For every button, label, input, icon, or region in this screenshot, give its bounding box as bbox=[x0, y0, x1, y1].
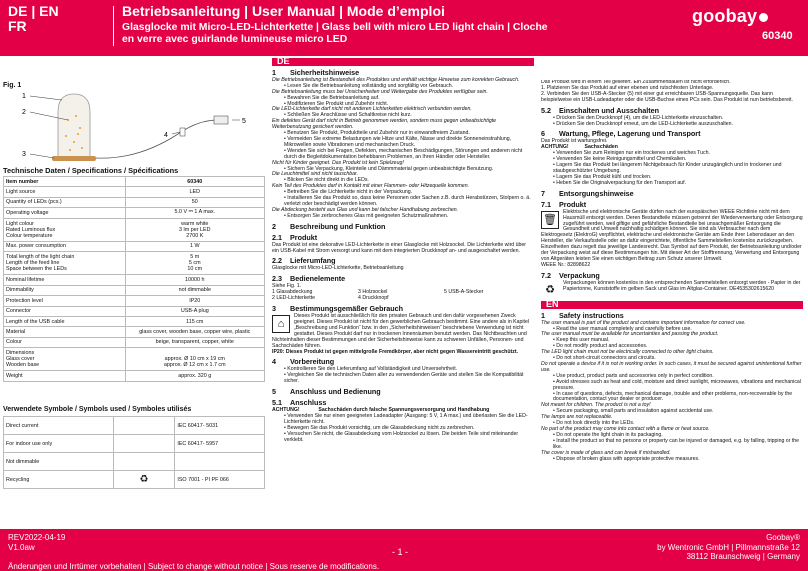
text-line: Die Betriebsanleitung ist Bestandteil des Produktes und enthält wichtige Hinweise zum korrekten Gebrauch. bbox=[272, 76, 520, 83]
text-line: • Heben Sie die Originalverpackung für den Transport auf. bbox=[553, 179, 687, 186]
text-line: • Avoid stresses such as heat and cold, moisture and direct sunlight, microwaves, vibrations and mechanical pressure. bbox=[553, 378, 801, 391]
de-heading-7-2: 7.2 Verpackung bbox=[541, 270, 600, 280]
tech-label: Max. power consumption bbox=[4, 241, 126, 251]
de-safety-text bbox=[272, 78, 534, 220]
part-item: 2 LED-Lichterkette bbox=[272, 295, 315, 302]
de-switch-text bbox=[541, 116, 803, 128]
tech-row bbox=[4, 296, 265, 306]
text-line: Nicht für Kinder geeignet. Das Produkt ist kein Spielzeug! bbox=[272, 159, 404, 166]
tech-value: warm white 3 lm per LED 2700 K bbox=[125, 218, 264, 241]
text-line: Kein Teil des Produktes darf in Kontakt mit einer Flammen- oder Hitzequelle kommen. bbox=[272, 183, 470, 190]
tech-label: Light colour Rated Luminous flux Colour temperature bbox=[4, 218, 126, 241]
usb-plug-drawing bbox=[214, 116, 228, 124]
text-line: • Secure packaging, small parts and insulation against accidental use. bbox=[553, 408, 714, 415]
en-safety-text bbox=[541, 321, 803, 463]
symbols-title: Verwendete Symbole / Symbols used / Symboles utilisés bbox=[3, 406, 192, 413]
weee-bin-icon: 🗑 bbox=[541, 211, 559, 229]
symbol-label: Direct current bbox=[4, 417, 114, 435]
text-line: • Modifizieren Sie Produkt und Zubehör nicht. bbox=[284, 100, 389, 107]
symbol-row bbox=[4, 453, 265, 471]
text-line: • In case of questions, defects, mechanical damage, trouble and other problems, non-recoverable by the documentation, contact your dealer or producer. bbox=[553, 390, 793, 403]
tech-row bbox=[4, 177, 265, 187]
tech-row bbox=[4, 218, 265, 241]
tech-value: 5.0 V ⎓ 1 A max. bbox=[125, 208, 264, 218]
symbol-standard: ISO 7001 - PI PF 066 bbox=[175, 471, 265, 489]
column-3 bbox=[541, 80, 803, 528]
language-line-2: FR bbox=[8, 18, 27, 34]
de-heading-5-2: 5.2 Einschalten und Ausschalten bbox=[541, 105, 659, 115]
tech-value: 115 cm bbox=[125, 316, 264, 326]
de-heading-1: 1 Sicherheitshinweise bbox=[272, 67, 360, 77]
tech-row bbox=[4, 316, 265, 326]
product-figure bbox=[18, 90, 248, 162]
indoor-use-icon: ⌂ bbox=[272, 315, 290, 333]
text-line: • Versuchen Sie nicht, die Glasabdeckung vom Holzsockel zu lösen. Die beiden Teile sind miteinander verklebt. bbox=[284, 430, 519, 443]
text-line: Die Leuchtmittel sind nicht tauschbar. bbox=[272, 171, 359, 178]
de-heading-7: 7 Entsorgungshinweise bbox=[541, 188, 634, 198]
text-line: Do not operate a device if it is not in working order. In such cases, it must be secured against unintentional further use. bbox=[541, 361, 802, 373]
de-heading-2: 2 Beschreibung und Funktion bbox=[272, 221, 386, 231]
brand-logo: goobay bbox=[692, 6, 768, 27]
tech-value: LED bbox=[125, 187, 264, 197]
text-line: Die LED-Lichterkette darf nicht mit anderen Lichterketten elektrisch verbunden werden. bbox=[272, 106, 472, 113]
text-line: • Blicken Sie nicht direkt in die LEDs. bbox=[284, 177, 369, 184]
tech-label: Item number bbox=[4, 177, 126, 187]
text-line: • Sichern Sie Verpackung, Kleinteile und Dämmmaterial gegen unbeabsichtigte Benutzung. bbox=[284, 165, 494, 172]
tech-row bbox=[4, 275, 265, 285]
tech-value: IP20 bbox=[125, 296, 264, 306]
tech-value: glass cover, wooden base, copper wire, plastic bbox=[125, 327, 264, 337]
tech-value: 60340 bbox=[125, 177, 264, 187]
symbol-row bbox=[4, 435, 265, 453]
part-item: 3 Holzsockel bbox=[358, 289, 388, 296]
part-item bbox=[444, 296, 530, 302]
text-line: • Do not operate the light chain in its packaging. bbox=[553, 431, 663, 438]
tech-row bbox=[4, 348, 265, 371]
en-heading-1: 1 Safety instructions bbox=[541, 310, 624, 320]
tech-value: 1 W bbox=[125, 241, 264, 251]
tech-row bbox=[4, 306, 265, 316]
de-maintenance-intro: Das Produkt ist wartungsfrei. bbox=[541, 138, 608, 145]
symbol-standard bbox=[175, 453, 265, 471]
tech-label: Quantity of LEDs (pcs.) bbox=[4, 197, 126, 207]
text-line: • Bewahren Sie die Betriebsanleitung auf. bbox=[284, 94, 380, 101]
revision: REV2022-04-19 bbox=[8, 533, 66, 542]
text-line: • Verwenden Sie zum Reinigen nur ein trockenes und weiches Tuch. bbox=[553, 150, 710, 157]
text-line: The cover is made of glass and can break if mishandled. bbox=[541, 449, 671, 456]
footer-right bbox=[657, 533, 800, 562]
header-bar bbox=[0, 0, 808, 56]
de-heading-5: 5 Anschluss und Bedienung bbox=[272, 387, 381, 397]
text-line: • Lesen Sie die Betriebsanleitung vollständig und sorgfältig vor Gebrauch. bbox=[284, 82, 454, 89]
symbols-table bbox=[3, 416, 265, 489]
text-line: • Vermeiden Sie extreme Belastungen wie Hitze und Kälte, Nässe und direkte Sonneneinstrahlung, Mikrowellen sowie Vibrationen und mechanischen Druck. bbox=[284, 135, 512, 148]
text-line: 2. Verbinden Sie den USB-A-Stecker (5) mit einer gut erreichbaren USB-Spannungsquelle. Das kann beispielweise ein USB-Ladeadapter oder die USB-Buchse eines PCs sein. Das Produkt ist nun betriebsbereit. bbox=[541, 90, 794, 103]
text-line: Ein defektes Gerät darf nicht in Betrieb genommen werden, sondern muss gegen unbeabsichtigte Weiterbenutzung gesichert werden. bbox=[272, 118, 497, 131]
callout-4: 4 bbox=[164, 132, 168, 139]
de-use-text: Dieses Produkt ist ausschließlich für den privaten Gebrauch und den dafür vorgesehenen Zweck geeignet. Dieses Produkt ist nicht für den gewerblichen Gebrauch bestimmt. Eine andere als in Kapitel „Beschreibung und Funktion“ bzw. in den „Sicherheitshinweisen“ beschriebene Verwendung ist nicht gestattet. Dieses Produkt darf nur in trockenen Innenräumen benutzt werden. Das Nichtbeachten und Nichteinhalten dieser Bestimmungen und der Sicherheitshinweise kann zu schweren Unfällen, Personen- und Sachschäden führen. bbox=[272, 313, 530, 349]
tech-row bbox=[4, 327, 265, 337]
tech-label: Operating voltage bbox=[4, 208, 126, 218]
callout-1: 1 bbox=[22, 93, 26, 100]
tech-row bbox=[4, 187, 265, 197]
footer-brand: Goobay® bbox=[766, 533, 800, 542]
de-maintenance-warning: ACHTUNG! Sachschäden bbox=[541, 144, 618, 151]
push-button-drawing bbox=[180, 128, 185, 136]
tech-label: Nominal lifetime bbox=[4, 275, 126, 285]
tech-data-table bbox=[3, 176, 265, 382]
figure-label: Fig. 1 bbox=[3, 82, 22, 89]
de-heading-2-3: 2.3 Bedienelemente bbox=[272, 274, 346, 284]
text-line: Die Abdeckung besteht aus Glas und kann bei falscher Handhabung zerbrechen. bbox=[272, 206, 459, 213]
tech-label: Connector bbox=[4, 306, 126, 316]
text-line: 1. Platzieren Sie das Produkt auf einer ebenen und rutschfesten Unterlage. bbox=[541, 84, 714, 91]
glass-bell-drawing bbox=[58, 94, 90, 158]
de-heading-3: 3 Bestimmungsgemäßer Gebrauch bbox=[272, 304, 404, 314]
de-warning: ACHTUNG! Sachschäden durch falsche Spannungsversorgung und Handhabung bbox=[272, 407, 490, 414]
en-section-bar: EN bbox=[541, 301, 803, 309]
footer-left bbox=[8, 533, 379, 571]
manual-title: Betriebsanleitung | User Manual | Mode d’emploi bbox=[122, 3, 445, 19]
tech-label: Dimmability bbox=[4, 285, 126, 295]
tech-label: Total length of the light chain Length of the feed line Space between the LEDs bbox=[4, 252, 126, 275]
part-item: 4 Druckknopf bbox=[358, 295, 389, 302]
column-2 bbox=[272, 57, 534, 528]
text-line: The LED light chain must not be electrically connected to other light chains. bbox=[541, 349, 714, 356]
symbol-row bbox=[4, 471, 265, 489]
tech-row bbox=[4, 197, 265, 207]
text-line: • Wenden Sie sich bei Fragen, Defekten, mechanischen Beschädigungen, Störungen und anderen nicht durch die Begleitdokumentation behebbaren Problemen, an Ihren Händler oder Hersteller. bbox=[284, 147, 523, 160]
text-line: • Installieren Sie das Produkt so, dass keine Personen oder Sachen z.B. durch Herabstürzen, Stolpern o. ä. verletzt oder beschädigt werden können. bbox=[284, 195, 531, 207]
text-line: The user manual is part of the product and contains important information for correct use. bbox=[541, 319, 746, 326]
usb-cable-drawing bbox=[96, 120, 218, 158]
text-line: • Verwenden Sie keine Reinigungsmittel und Chemikalien. bbox=[553, 156, 687, 163]
de-assembly-text: Das Produkt wird in einem Teil geliefert. Ein Zusammenbauen ist nicht erforderlich. bbox=[541, 80, 731, 85]
symbol-icon: ♻ bbox=[113, 471, 175, 489]
tech-data-title: Technische Daten / Specifications / Spécifications bbox=[3, 166, 179, 175]
tech-row bbox=[4, 208, 265, 218]
article-number: 60340 bbox=[762, 30, 793, 42]
tech-value: 10000 h bbox=[125, 275, 264, 285]
text-line: • Entsorgen Sie zerbrochenes Glas mit geeigneten Schutzmaßnahmen. bbox=[284, 212, 449, 219]
text-line: • Use product, product parts and accessories only in perfect condition. bbox=[553, 372, 714, 379]
product-subtitle: Glasglocke mit Micro-LED-Lichterkette | Glass bell with micro LED light chain | Cloche en verre avec guirlande lumineuse micro LED bbox=[122, 22, 548, 45]
footer-bar bbox=[0, 529, 808, 571]
de-heading-5-1: 5.1 Anschluss bbox=[272, 398, 327, 408]
tech-label: Length of the USB cable bbox=[4, 316, 126, 326]
language-codes bbox=[8, 4, 108, 34]
tech-label: Material bbox=[4, 327, 126, 337]
text-line: • Schließen Sie Anschlüsse und Schaltkreise nicht kurz. bbox=[284, 112, 412, 119]
tech-row bbox=[4, 337, 265, 347]
de-heading-7-1: 7.1 Produkt bbox=[541, 199, 587, 209]
wooden-base-drawing bbox=[52, 156, 96, 161]
version: V1.0aw bbox=[8, 542, 35, 552]
change-notice: Änderungen und Irrtümer vorbehalten | Subject to change without notice | Sous reserve de modifications. bbox=[8, 561, 380, 571]
symbol-icon bbox=[113, 453, 175, 471]
tech-value: approx. 320 g bbox=[125, 371, 264, 381]
tech-label: Protection level bbox=[4, 296, 126, 306]
tech-label: Dimensions Glass cover Wooden base bbox=[4, 348, 126, 371]
de-maintenance-text bbox=[541, 151, 803, 186]
tech-value: approx. Ø 10 cm x 19 cm approx. Ø 12 cm x 1.7 cm bbox=[125, 348, 264, 371]
de-heading-2-1: 2.1 Produkt bbox=[272, 232, 318, 242]
text-line: • Vergleichen Sie die technischen Daten aller zu verwendenden Geräte und stellen Sie die Kompatibilität sicher. bbox=[284, 372, 524, 385]
text-line: • Lagern Sie das Produkt kühl und trocken. bbox=[553, 173, 652, 180]
page-number: - 1 - bbox=[392, 547, 409, 557]
symbol-icon bbox=[113, 417, 175, 435]
de-heading-6: 6 Wartung, Pflege, Lagerung und Transport bbox=[541, 129, 701, 139]
de-ip-text: IP20: Dieses Produkt ist gegen mittelgroße Fremdkörper, aber nicht gegen Wassereintritt geschützt. bbox=[272, 348, 518, 355]
tech-value: not dimmable bbox=[125, 285, 264, 295]
de-disposal-text: Elektrische und elektronische Geräte dürfen nach der europäischen WEEE Richtlinie nicht mit dem Hausmüll entsorgt werden. Deren Bestandteile müssen getrennt der Wiederverwertung oder Entsorgung zugeführt werden, weil giftige und gefährliche Bestandteile bei unsachgemäßer Entsorgung die Gesundheit und Umwelt nachhaltig schädigen können. Sie sind als Verbraucher nach dem Elektrogesetz (ElektroG) verpflichtet, elektrische und elektronische Geräte am Ende ihrer Lebensdauer an den Hersteller, die Verkaufsstelle oder an dafür eingerichtete, öffentliche Sammelstellen kostenlos zurückzugeben. Einzelheiten dazu regelt das jeweilige Landesrecht. Das Symbol auf dem Produkt, der Betriebsanleitung und/oder der Verpackung weist auf diese Bestimmungen hin. Mit dieser Art der Stofftrennung, Verwertung und Entsorgung von Altgeräten leisten Sie einen wichtigen Beitrag zum Schutz unserer Umwelt. bbox=[541, 208, 803, 262]
text-line: • Kontrollieren Sie den Lieferumfang auf Vollständigkeit und Unversehrtheit. bbox=[284, 366, 458, 373]
symbol-label: For indoor use only bbox=[4, 435, 114, 453]
text-line: The user manual must be available for uncertainties and passing the product. bbox=[541, 331, 719, 338]
tech-row bbox=[4, 371, 265, 381]
text-line: • Verwenden Sie nur einen geeigneten Ladeadapter (Ausgang: 5 V, 1 A max.) und überlasten Sie die LED-Lichterkette nicht. bbox=[284, 413, 528, 425]
symbol-label: Recycling bbox=[4, 471, 114, 489]
de-heading-2-2: 2.2 Lieferumfang bbox=[272, 256, 336, 266]
de-parts-list bbox=[272, 290, 534, 302]
text-line: • Do not modify product and accessories. bbox=[553, 343, 648, 350]
de-preparation-text bbox=[272, 367, 534, 385]
de-section-bar: DE bbox=[272, 58, 534, 66]
symbol-label: Not dimmable bbox=[4, 453, 114, 471]
header-divider bbox=[113, 6, 114, 46]
recycling-icon: ♻ bbox=[545, 283, 555, 296]
text-line: • Install the product so that no persons or property can be injured or damaged, e.g. by falling, tripping or the like. bbox=[553, 437, 800, 450]
text-line: Die Betriebsanleitung muss bei Unsicherheiten und Weitergabe des Produktes verfügbar sein. bbox=[272, 88, 488, 95]
text-line: • Dispose of broken glass with appropriate protective measures. bbox=[553, 455, 700, 462]
text-line: The lamps are not replaceable. bbox=[541, 414, 613, 421]
de-heading-4: 4 Vorbereitung bbox=[272, 357, 335, 367]
symbol-standard: IEC 60417- 5957 bbox=[175, 435, 265, 453]
text-line: • Do not short-circuit connectors and circuits. bbox=[553, 355, 656, 362]
text-line: • Drücken Sie den Druckknopf (4), um die LED-Lichterkette einzuschalten. bbox=[553, 114, 724, 121]
text-line: • Bewegen Sie das Produkt vorsichtig, um die Glasabdeckung nicht zu zerbrechen. bbox=[284, 424, 475, 431]
callout-5: 5 bbox=[242, 118, 246, 125]
text-line: • Betreiben Sie die Lichterkette nicht in der Verpackung. bbox=[284, 189, 413, 196]
tech-row bbox=[4, 241, 265, 251]
de-steps bbox=[541, 86, 803, 104]
symbol-standard: IEC 60417- 5031 bbox=[175, 417, 265, 435]
text-line: • Lagern Sie das Produkt bei längerem Nichtgebrauch für Kinder unzugänglich und in trockener und staubgeschützter Umgebung. bbox=[553, 162, 782, 174]
text-line: • Keep this user manual. bbox=[553, 337, 610, 344]
text-line: • Benutzen Sie Produkt, Produktteile und Zubehör nur in einwandfreiem Zustand. bbox=[284, 130, 470, 137]
callout-3: 3 bbox=[22, 151, 26, 158]
de-packaging-text: Verpackungen können kostenlos in den entsprechenden Sammelstellen entsorgt werden - Papier in der Papiertonne, Kunststoffe im gelben Sack und Glas im Altglas-Container. DE4535302615620 bbox=[563, 279, 801, 292]
text-line: No part of the product may come into contact with a flame or heat source. bbox=[541, 425, 710, 432]
callout-2: 2 bbox=[22, 109, 26, 116]
tech-value: 50 bbox=[125, 197, 264, 207]
de-controls-intro: Siehe Fig. 1. bbox=[272, 283, 302, 290]
tech-row bbox=[4, 252, 265, 275]
tech-value: beige, transparent, copper, white bbox=[125, 337, 264, 347]
text-line: • Drücken Sie den Druckknopf erneut, um die LED-Lichterkette auszuschalten. bbox=[553, 120, 734, 127]
text-line: Not meant for children. The product is not a toy! bbox=[541, 402, 651, 409]
company-address: by Wentronic GmbH | Pillmannstraße 12 bbox=[657, 542, 800, 552]
symbol-row bbox=[4, 417, 265, 435]
part-item: 5 USB-A-Stecker bbox=[444, 289, 484, 296]
symbol-icon bbox=[113, 435, 175, 453]
language-line-1: DE | EN bbox=[8, 3, 59, 19]
de-scope-text: Glasglocke mit Micro-LED-Lichterkette, Betriebsanleitung bbox=[272, 265, 404, 272]
tech-value: 5 m 5 cm 10 cm bbox=[125, 252, 264, 275]
tech-label: Colour bbox=[4, 337, 126, 347]
text-line: • Do not look directly into the LEDs. bbox=[553, 420, 635, 427]
de-weee-number: WEEE Nr.: 82898622 bbox=[541, 261, 591, 268]
de-connection-text bbox=[272, 414, 534, 444]
part-item: 1 Glasabdeckung bbox=[272, 289, 313, 296]
de-product-text: Das Produkt ist eine dekorative LED-Lichterkette in einer Glasglocke mit Holzsockel. Die Lichterkette wird über ein USB-Kabel mit Strom versorgt und kann mit dem integrierten Druckknopf an- und ausgeschaltet werden. bbox=[272, 241, 527, 254]
tech-row bbox=[4, 285, 265, 295]
text-line: • Read the user manual completely and carefully before use. bbox=[553, 325, 692, 332]
tech-value: USB-A plug bbox=[125, 306, 264, 316]
tech-label: Weight bbox=[4, 371, 126, 381]
tech-label: Light source bbox=[4, 187, 126, 197]
company-city: 38112 Braunschweig | Germany bbox=[686, 552, 800, 561]
